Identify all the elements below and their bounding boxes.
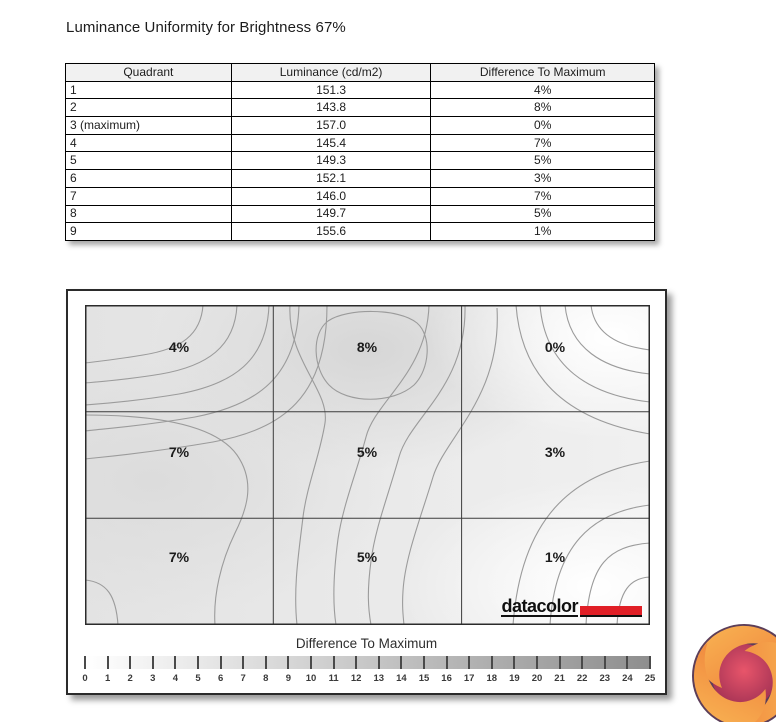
scale-tick-label: 17 bbox=[463, 673, 475, 684]
cell-difference: 7% bbox=[431, 187, 655, 205]
cell-quadrant: 8 bbox=[66, 205, 232, 223]
table-row bbox=[66, 223, 655, 241]
cell-quadrant: 4 bbox=[66, 134, 232, 152]
scale-tick bbox=[423, 656, 425, 669]
cell-quadrant: 9 bbox=[66, 223, 232, 241]
uniformity-map-panel bbox=[66, 289, 667, 695]
scale-tick-label: 20 bbox=[531, 673, 543, 684]
table-row bbox=[66, 117, 655, 135]
cell-quadrant: 6 bbox=[66, 170, 232, 188]
scale-tick bbox=[310, 656, 312, 669]
scale-tick bbox=[129, 656, 131, 669]
scale-tick-label: 21 bbox=[554, 673, 565, 684]
cell-luminance: 145.4 bbox=[231, 134, 431, 152]
scale-tick-label: 16 bbox=[441, 673, 452, 684]
scale-tick-label: 19 bbox=[509, 673, 520, 684]
cell-quadrant: 7 bbox=[66, 187, 232, 205]
scale-tick-label: 9 bbox=[285, 673, 292, 684]
scale-tick-label: 3 bbox=[150, 673, 156, 684]
cell-quadrant: 1 bbox=[66, 81, 232, 99]
scale-tick bbox=[446, 656, 448, 669]
datacolor-logo-text: datacolor bbox=[501, 596, 578, 616]
table-row bbox=[66, 81, 655, 99]
scale-tick bbox=[559, 656, 561, 669]
scale-tick-label: 6 bbox=[217, 673, 224, 684]
scale-tick bbox=[220, 656, 222, 669]
datacolor-red-bar bbox=[580, 606, 642, 617]
cell-difference: 4% bbox=[431, 81, 655, 99]
kitguru-swirl-logo bbox=[682, 614, 776, 722]
scale-tick-label: 12 bbox=[350, 673, 362, 684]
scale-tick bbox=[468, 656, 470, 669]
scale-tick-label: 1 bbox=[104, 673, 111, 684]
scale-tick bbox=[355, 656, 357, 669]
scale-tick bbox=[604, 656, 606, 669]
scale-tick bbox=[107, 656, 109, 669]
scale-tick-label: 22 bbox=[576, 673, 588, 684]
quadrant-label-8: 5% bbox=[356, 549, 378, 565]
scale-tick bbox=[197, 656, 199, 669]
scale-tick-label: 25 bbox=[644, 673, 656, 684]
cell-difference: 0% bbox=[431, 117, 655, 135]
cell-difference: 1% bbox=[431, 223, 655, 241]
header-difference: Difference To Maximum bbox=[431, 64, 655, 82]
cell-luminance: 151.3 bbox=[231, 81, 431, 99]
cell-luminance: 149.7 bbox=[231, 205, 431, 223]
quadrant-label-2: 8% bbox=[356, 339, 378, 355]
uniformity-table-body bbox=[66, 81, 655, 240]
table-row bbox=[66, 152, 655, 170]
cell-difference: 5% bbox=[431, 205, 655, 223]
header-luminance: Luminance (cd/m2) bbox=[231, 64, 431, 82]
scale-tick-label: 23 bbox=[599, 673, 611, 684]
scale-tick bbox=[265, 656, 267, 669]
scale-gradient-bar bbox=[85, 656, 650, 669]
uniformity-table bbox=[65, 63, 655, 241]
scale-tick bbox=[626, 656, 628, 669]
quadrant-label-5: 5% bbox=[356, 444, 378, 460]
quadrant-label-7: 7% bbox=[168, 549, 190, 565]
cell-luminance: 155.6 bbox=[231, 223, 431, 241]
header-quadrant: Quadrant bbox=[66, 64, 232, 82]
cell-luminance: 152.1 bbox=[231, 170, 431, 188]
cell-difference: 7% bbox=[431, 134, 655, 152]
cell-luminance: 146.0 bbox=[231, 187, 431, 205]
scale-tick bbox=[333, 656, 335, 669]
table-row bbox=[66, 205, 655, 223]
scale-tick-label: 18 bbox=[486, 673, 498, 684]
table-header-row bbox=[66, 64, 655, 82]
scale-tick-label: 24 bbox=[622, 673, 633, 684]
scale-tick-label: 14 bbox=[396, 673, 407, 684]
cell-difference: 8% bbox=[431, 99, 655, 117]
scale-tick-label: 11 bbox=[328, 673, 339, 684]
scale-tick-label: 0 bbox=[82, 673, 88, 684]
scale-tick-label: 13 bbox=[373, 673, 385, 684]
scale-tick bbox=[174, 656, 176, 669]
contour-plot bbox=[85, 305, 650, 625]
scale-tick-label: 8 bbox=[263, 673, 269, 684]
scale-tick-label: 4 bbox=[172, 673, 179, 684]
cell-difference: 5% bbox=[431, 152, 655, 170]
table-row bbox=[66, 99, 655, 117]
cell-quadrant: 3 (maximum) bbox=[66, 117, 232, 135]
scale-title: Difference To Maximum bbox=[295, 636, 438, 651]
quadrant-label-4: 7% bbox=[168, 444, 190, 460]
cell-quadrant: 5 bbox=[66, 152, 232, 170]
scale-tick bbox=[581, 656, 583, 669]
scale-numbers bbox=[82, 673, 656, 685]
cell-luminance: 143.8 bbox=[231, 99, 431, 117]
table-row bbox=[66, 134, 655, 152]
scale-tick bbox=[513, 656, 515, 669]
quadrant-label-6: 3% bbox=[544, 444, 566, 460]
scale-tick bbox=[649, 656, 651, 669]
scale-tick-label: 2 bbox=[127, 673, 133, 684]
scale-tick bbox=[400, 656, 402, 669]
scale-tick bbox=[536, 656, 538, 669]
table-row bbox=[66, 170, 655, 188]
cell-luminance: 157.0 bbox=[231, 117, 431, 135]
cell-luminance: 149.3 bbox=[231, 152, 431, 170]
cell-quadrant: 2 bbox=[66, 99, 232, 117]
scale-tick-label: 10 bbox=[305, 673, 317, 684]
scale-tick bbox=[378, 656, 380, 669]
table-row bbox=[66, 187, 655, 205]
page-title: Luminance Uniformity for Brightness 67% bbox=[66, 19, 346, 36]
quadrant-label-9: 1% bbox=[544, 549, 566, 565]
quadrant-label-3: 0% bbox=[544, 339, 566, 355]
scale-tick bbox=[287, 656, 289, 669]
datacolor-logo bbox=[501, 596, 642, 617]
quadrant-label-1: 4% bbox=[168, 339, 190, 355]
contour-map bbox=[85, 305, 650, 625]
scale-tick-label: 5 bbox=[195, 673, 201, 684]
scale-tick bbox=[84, 656, 86, 669]
scale-tick bbox=[242, 656, 244, 669]
scale-tick-label: 7 bbox=[240, 673, 246, 684]
scale-tick bbox=[152, 656, 154, 669]
cell-difference: 3% bbox=[431, 170, 655, 188]
scale-tick bbox=[491, 656, 493, 669]
scale-tick-label: 15 bbox=[418, 673, 430, 684]
